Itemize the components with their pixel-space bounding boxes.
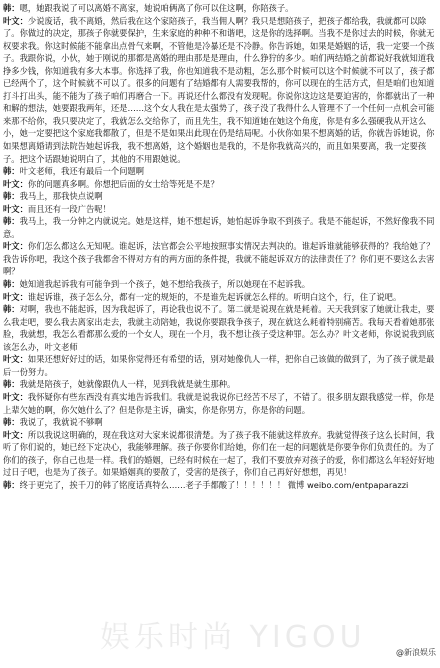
dialogue-paragraph (3, 165, 437, 178)
dialogue-text: 我怀疑你有些东西没有真实地告诉我们。我就是说我说你已经苦不尽了，不错了。很多朋友跟我感觉一样，你是上辈欠她的啊，你欠她什么了？但是你是主诉，确实，你是你男方，你是你的问题。 (3, 391, 435, 415)
speaker-label: 叶文： (3, 354, 28, 365)
dialogue-paragraph (3, 240, 437, 278)
dialogue-text: 嗯，她跟我说了可以离婚不离家，她说咱俩离了你可以住这啊，你陪孩子。 (19, 3, 294, 13)
dialogue-text: 我马上，我一分钟之内就说完。她是这样，她不想起诉，她怕起诉争取不到孩子。我是不能起诉，不然好像我不同意。 (3, 216, 435, 239)
dialogue-text: 我就是陪孩子，她就像跟仇人一样，见到我就是就生那种。 (19, 379, 236, 390)
dialogue-text: 我说了，我就说不够啊 (19, 417, 103, 428)
speaker-label: 韩： (3, 166, 20, 177)
dialogue-paragraph (3, 190, 437, 203)
dialogue-paragraph (3, 2, 437, 15)
speaker-label: 叶文： (3, 429, 28, 440)
speaker-label: 叶文： (3, 178, 28, 189)
dialogue-paragraph (3, 203, 437, 216)
dialogue-paragraph (3, 416, 437, 429)
speaker-label: 韩： (3, 3, 20, 13)
dialogue-text: 对啊，我也不能起诉，因为我起诉了，再论我也说不了。第二就是说现在就是耗着。天天我到家了她就让我走，要么我走吧，要么我去离家出走去，我就主动陪她，我说你要跟我争孩子，现在就这么耗着特别痛苦。我每天看着她那张脸，我就想，我怎么看都那么爱的一个女人，现在一个月，我不想让孩子受这种罪。怎么办？叶文老师，你说说我到底该怎么办，叶文老师 (3, 304, 435, 352)
dialogue-paragraph (3, 291, 437, 304)
dialogue-paragraph (3, 15, 437, 166)
dialogue-paragraph (3, 353, 437, 378)
speaker-label: 叶文： (3, 391, 28, 402)
speaker-label: 叶文： (3, 291, 28, 302)
dialogue-paragraph (3, 429, 437, 479)
footer-credit: @新浪娱乐 (396, 648, 436, 657)
dialogue-paragraph (3, 378, 437, 391)
speaker-label: 韩： (3, 191, 20, 202)
speaker-label: 叶文： (3, 241, 28, 252)
speaker-label: 韩： (3, 479, 20, 490)
dialogue-paragraph (3, 479, 437, 492)
dialogue-paragraph (3, 391, 437, 416)
dialogue-text: 如果还想好好过的话，如果你觉得还有希望的话，别对她像仇人一样，把你自己该做的做到了，为了孩子就是最后一份努力。 (3, 354, 435, 377)
dialogue-text: 她知道我起诉我有可能争到一个孩子，她不想给我孩子，所以她现在不起诉我。 (19, 279, 311, 290)
speaker-label: 叶文： (3, 15, 28, 26)
dialogue-paragraph (3, 278, 437, 291)
dialogue-text: 谁起诉谁，孩子怎么分，都有一定的规矩的，不是谁先起诉就怎么样的。听明白这个，行，住了说吧。 (27, 291, 402, 302)
dialogue-text: 而且还有一段广告呢！ (27, 203, 111, 214)
dialogue-text: 少说废话，我不离婚，然后我在这个家陪孩子，我当佣人啊？我只是想陪孩子，把孩子都给我，我就都可以除了。你做过的决定，那孩子你就要保护，生来家庭的种种不和谐吧，这是你的选择啊。当我不是你过去的时候，你就无权要求我。你这时候能不能拿出点骨气来啊，不管他是冷暴还是不冷静。你告诉她，如果是婚姻的话，我一定要一个孩子。我跟你说，小伙，她于刚说的那都是离婚的理由那是是理由，什么狰狞的多少。咱们两结婚之前都说好我就知道我挣多少钱，你知道我有多大本事。你选择了我，你也知道我不是动粗，怎么那个时候可以这个时候就不可以了，孩子都已经两个了，这个时候就不可以了。很多的问题有了结婚都有人需要我帮的，你可以现在的生活方式，但是咱们也知道打斗打出头，能不能为了孩子咱们再磨合一下。再说还什么都没有发现呢。你说你这边这是要迫害的，你都就出了一种和解的想法，她要跟我两年，还是……这个女人我在是太强势了，孩子没了我得什么人管理不了一个任何一点机会可能来那不给你，我只要决定了，我就怎么交给你了，而且先生，我不知道她在她这个角度，你是有多么强硬我从开这么小，她一定要把这个家庭我都散了，但是不是如果出此现在仍是结局呢。小伙你如果不想离婚的话，你就告诉她说，你如果想离婚请到法院告她起诉我，我不想离婚，这个婚姻也是我的，不是你我就高兴的，而且如果要离，我一定要孩子。把这个话跟她说明白了，其他的不用跟她说。 (3, 15, 435, 164)
speaker-label: 韩： (3, 216, 20, 227)
speaker-label: 韩： (3, 417, 20, 428)
speaker-label: 韩： (3, 304, 20, 315)
dialogue-text: 叶文老师，我还有最后一个问题啊 (19, 166, 145, 177)
dialogue-paragraph (3, 178, 437, 191)
dialogue-text: 你们怎么都这么无知呢。谁起诉，法官都会公平地按照事实情况去判决的。谁起诉谁就能够获得的？我给她了？我告诉你吧，我这个孩子我都舍不得对方有的两方面的条件提，我就不能起诉双方的法律责任了？你们更不要这么去害啊？ (3, 241, 435, 277)
dialogue-paragraph (3, 303, 437, 353)
transcript (3, 2, 437, 491)
speaker-label: 叶文： (3, 203, 28, 214)
speaker-label: 韩： (3, 279, 20, 290)
dialogue-text: 所以我说这明确的，现在我这对大家来说都很清楚。为了孩子我不能就这样放弃。我就觉得孩子这么长时间，我听了你们说的，她已经下定决心，我能够理解。孩子你要你们给她，你们在一起的问题就是你要争你们负责任的。为了你们的孩子，你自己也是一样。我们的婚姻，已经有时候在一起了，我们不要放弃对孩子的爱，你们都这么年轻好好地过日子吧，也是为了孩子。如果婚姻真的要散了，受害的是孩子，你们自己再好好想想，再见！ (3, 429, 435, 478)
watermark: 娱乐时尚 YIGOU (100, 620, 366, 655)
speaker-label: 韩： (3, 379, 20, 390)
dialogue-text: 你的问题真多啊。你想把后面的女士给等死是不是？ (27, 178, 219, 189)
dialogue-paragraph (3, 215, 437, 240)
dialogue-text: 终于更完了，挨千刀的韩了铭度话真特么……老子手都酸了！！！！！！ 微博 weibo.com/entpaparazzi (19, 479, 409, 490)
dialogue-text: 我马上，那我快点说啊 (19, 191, 103, 202)
